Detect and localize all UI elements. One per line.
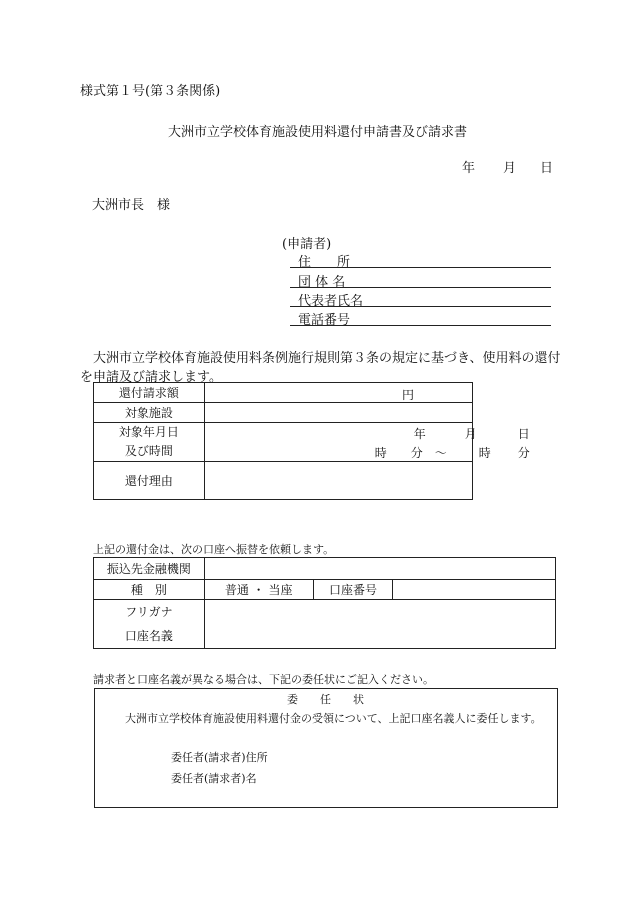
reason-field[interactable] [204,462,472,500]
address-line[interactable] [290,267,551,268]
account-type-label: 種 別 [94,580,205,600]
furigana-label: フリガナ [125,605,173,619]
addressee: 大洲市長 様 [92,198,171,213]
date-month-label: 月 [503,161,517,176]
transfer-intro: 上記の還付金は、次の口座へ振替を依頼します。 [93,543,335,556]
applicant-heading: (申請者) [282,237,332,252]
phone-label: 電話番号 [298,313,351,328]
account-holder-field[interactable] [204,600,555,649]
refund-amount-field[interactable] [204,383,472,403]
target-month-label: 月 [464,427,477,441]
holder-name-label: 口座名義 [124,629,173,643]
datetime-field[interactable] [204,423,530,462]
group-name-label: 団 体 名 [298,275,346,290]
delegator-address-label: 委任者(請求者)住所 [171,751,268,764]
account-holder-label [94,600,205,649]
refund-table [93,382,530,500]
end-minute-label: 分 [517,446,530,460]
target-day-label: 日 [517,427,530,441]
address-label: 住 所 [298,255,351,270]
delegation-box [94,688,558,808]
time-range-tilde: 〜 [434,446,447,460]
group-name-line[interactable] [290,287,551,288]
target-year-label: 年 [413,427,426,441]
delegation-statement: 大洲市立学校体育施設使用料還付金の受領について、上記口座名義人に委任します。 [125,712,542,725]
delegation-note: 請求者と口座名義が異なる場合は、下記の委任状にご記入ください。 [93,673,434,686]
bank-label: 振込先金融機関 [94,558,205,580]
datetime-label-line-2: 及び時間 [124,444,173,458]
facility-label: 対象施設 [94,403,205,423]
yen-unit: 円 [401,388,414,402]
refund-amount-label: 還付請求額 [94,383,205,403]
start-minute-label: 分 [410,446,423,460]
date-day-label: 日 [540,161,554,176]
date-year-label: 年 [462,161,476,176]
representative-label: 代表者氏名 [298,294,364,309]
transfer-table [93,557,556,649]
datetime-label-line-1: 対象年月日 [118,425,179,439]
start-hour-label: 時 [374,446,387,460]
account-type-options[interactable]: 普通 ・ 当座 [204,580,313,600]
delegation-title: 委 任 状 [287,693,364,706]
body-text-line-2: を申請及び請求します。 [80,370,222,385]
phone-line[interactable] [290,325,551,326]
form-number: 様式第１号(第３条関係) [80,84,221,99]
representative-line[interactable] [290,306,551,307]
bank-field[interactable] [204,558,555,580]
datetime-label [94,423,205,462]
account-number-label: 口座番号 [313,580,393,600]
body-text-line-1: 大洲市立学校体育施設使用料条例施行規則第３条の規定に基づき、使用料の還付 [93,351,561,366]
facility-field[interactable] [204,403,472,423]
end-hour-label: 時 [478,446,491,460]
reason-label: 還付理由 [94,462,205,500]
page-title: 大洲市立学校体育施設使用料還付申請書及び請求書 [168,125,468,140]
account-number-field[interactable] [393,580,556,600]
delegator-name-label: 委任者(請求者)名 [171,772,257,785]
